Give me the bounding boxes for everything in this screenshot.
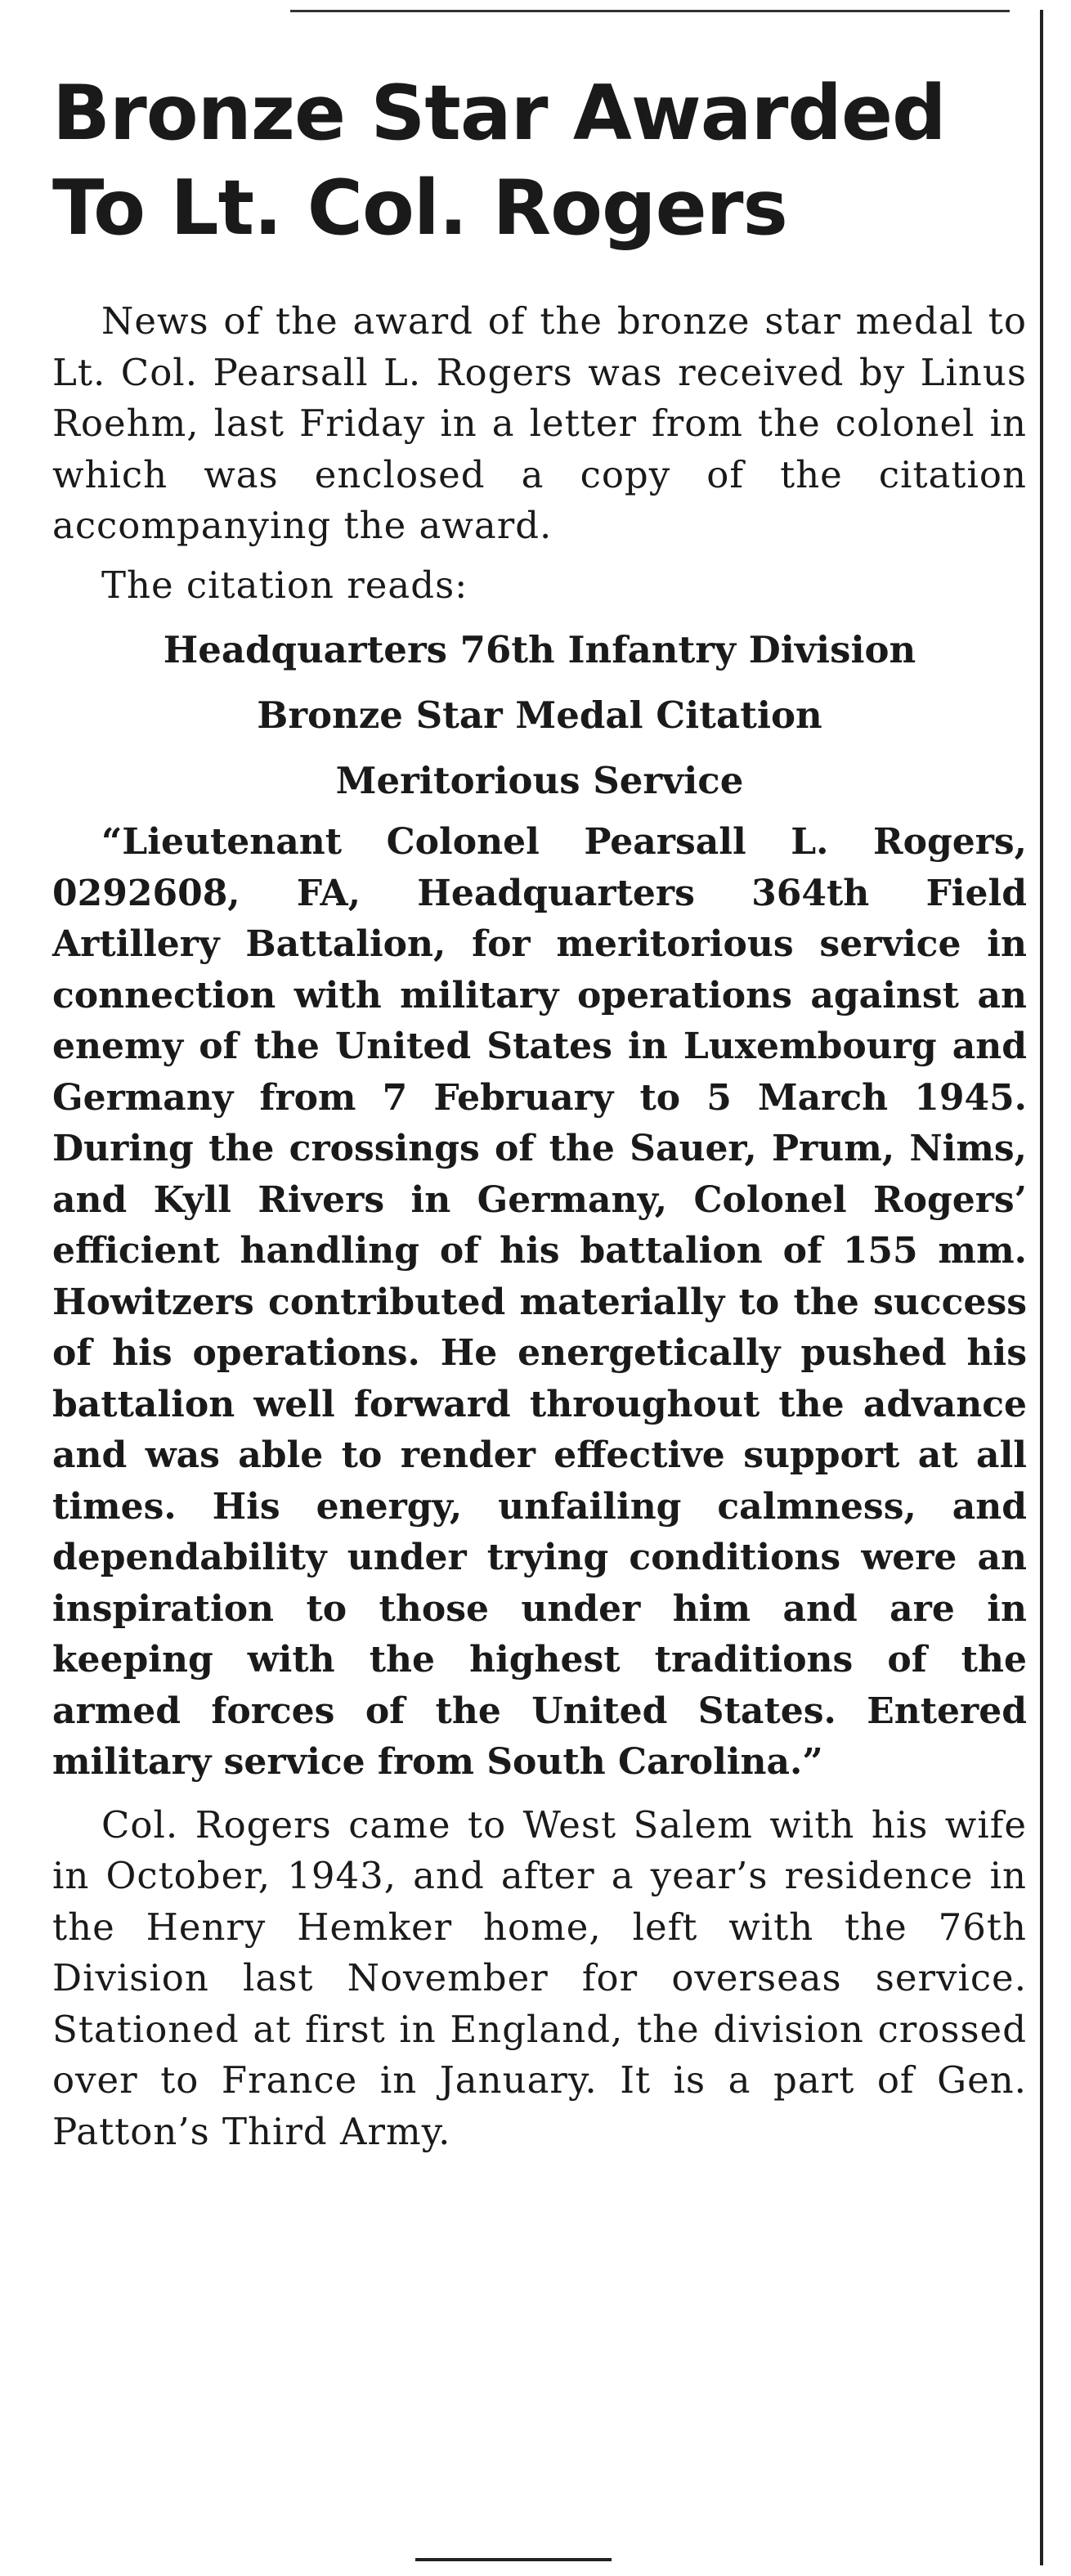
citation-text: “Lieutenant Colonel Pearsall L. Rogers, 0292608, FA, Headquarters 364th Field Artillery Battalion, for meritorious service in connection with military operations against an enemy of the United States in Luxembourg and Germany from 7 February to 5 March 1945. During the crossings of the Sauer, Prum, Nims, and Kyll Rivers in Germany, Colonel Rogers’ efficient handling of his battalion of 155 mm. Howitzers contributed materially to the success of his operations. He energetically pushed his battalion well forward throughout the advance and was able to render effective support at all times. His energy, unfailing calmness, and dependability under trying conditions were an inspiration to those under him and are in keeping with the highest traditions of the armed forces of the United States. Entered military service from South Carolina.” bbox=[52, 821, 1027, 1783]
headline bbox=[52, 65, 1027, 255]
citation-heading-division: Headquarters 76th Infantry Division bbox=[163, 628, 916, 671]
newspaper-article bbox=[52, 65, 1027, 2157]
bottom-rule bbox=[415, 2558, 612, 2561]
closing-paragraph: Col. Rogers came to West Salem with his wife in October, 1943, and after a year’s residence in the Henry Hemker home, left with the 76th Division last November for overseas service. Stationed at first in England, the division crossed over to France in January. It is a part of Gen. Patton’s Third Army. bbox=[52, 1802, 1027, 2153]
lead-paragraph: News of the award of the bronze star medal to Lt. Col. Pearsall L. Rogers was received by Linus Roehm, last Friday in a letter from the colonel in which was enclosed a copy of the citation accompanying the award. bbox=[52, 299, 1027, 547]
citation-intro: The citation reads: bbox=[101, 563, 468, 607]
column-rule bbox=[1040, 10, 1043, 2565]
top-rule bbox=[290, 10, 1010, 12]
citation-heading-medal: Bronze Star Medal Citation bbox=[257, 693, 822, 737]
headline-line-1: Bronze Star Awarded bbox=[52, 69, 946, 157]
citation-heading-service: Meritorious Service bbox=[335, 759, 744, 802]
headline-line-2: To Lt. Col. Rogers bbox=[52, 164, 787, 252]
